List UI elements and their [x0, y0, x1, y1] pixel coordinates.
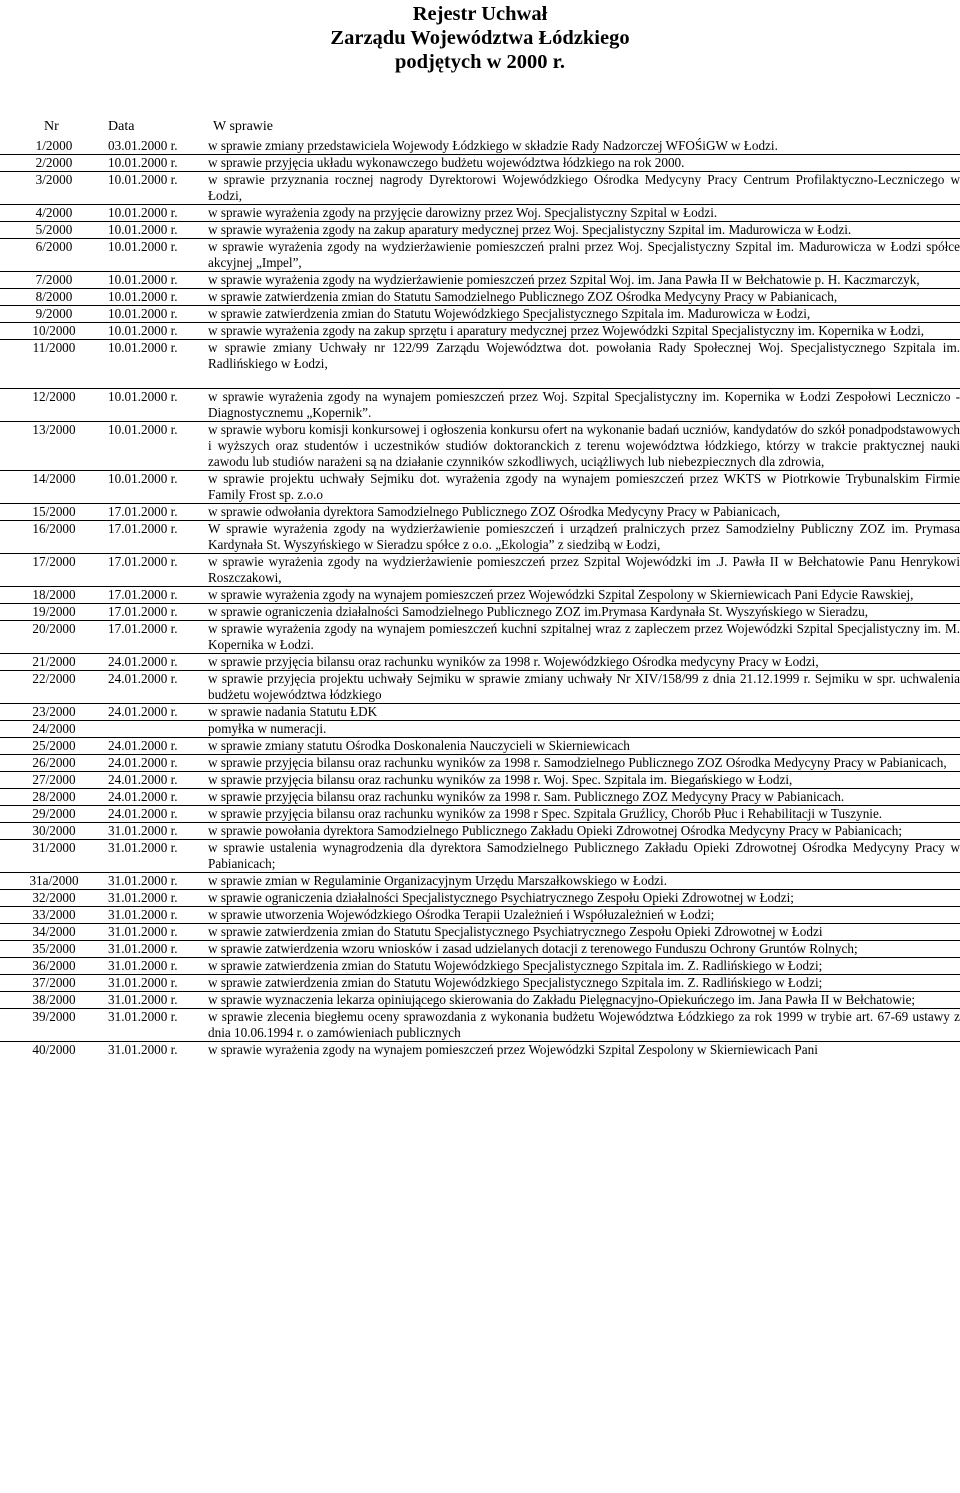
- resolution-number: 30/2000: [32, 823, 76, 838]
- resolution-number: 18/2000: [32, 587, 76, 602]
- resolution-date: 31.01.2000 r.: [108, 840, 178, 855]
- resolution-subject: w sprawie wyrażenia zgody na wynajem pomieszczeń kuchni szpitalnej wraz z zapleczem przez Wojewódzki Szpital Specjalistyczny im. M. Kopernika w Łodzi.: [208, 621, 960, 652]
- resolution-subject: w sprawie przyjęcia bilansu oraz rachunku wyników za 1998 r. Samodzielnego Publicznego ZOZ Ośrodka Medycyny Pracy w Pabianicach,: [208, 755, 947, 770]
- resolution-number: 10/2000: [32, 323, 76, 338]
- resolution-date: 03.01.2000 r.: [108, 138, 178, 153]
- column-header-subject: W sprawie: [213, 119, 273, 134]
- resolution-number: 31a/2000: [29, 873, 79, 888]
- resolution-subject: w sprawie zatwierdzenia zmian do Statutu Wojewódzkiego Specjalistycznego Szpitala im. Z. Radlińskiego w Łodzi;: [208, 975, 823, 990]
- resolution-date: 10.01.2000 r.: [108, 340, 178, 355]
- resolution-subject: w sprawie wyznaczenia lekarza opiniującego skierowania do Zakładu Pielęgnacyjno-Opiekuńczego im. Jana Pawła II w Bełchatowie;: [208, 992, 916, 1007]
- table-row: [0, 504, 960, 521]
- resolution-number: 29/2000: [32, 806, 76, 821]
- resolution-date: 24.01.2000 r.: [108, 806, 178, 821]
- column-header-nr: Nr: [44, 119, 59, 134]
- resolution-subject: w sprawie utworzenia Wojewódzkiego Ośrodka Terapii Uzależnień i Współuzależnień w Łodzi;: [208, 907, 715, 922]
- resolution-date: 10.01.2000 r.: [108, 323, 178, 338]
- document-title: [0, 2, 960, 74]
- resolution-subject: w sprawie ustalenia wynagrodzenia dla dyrektora Samodzielnego Publicznego Zakładu Opieki Zdrowotnej Ośrodka Medycyny Pracy w Pabianicach;: [208, 840, 960, 871]
- resolution-date: 31.01.2000 r.: [108, 924, 178, 939]
- resolution-number: 24/2000: [32, 721, 76, 736]
- resolution-date: 31.01.2000 r.: [108, 890, 178, 905]
- resolution-number: 37/2000: [32, 975, 76, 990]
- table-row: [0, 272, 960, 289]
- table-row: [0, 840, 960, 873]
- resolution-number: 38/2000: [32, 992, 76, 1007]
- resolution-subject: w sprawie przyjęcia bilansu oraz rachunku wyników za 1998 r. Wojewódzkiego Ośrodka medycyny Pracy w Łodzi,: [208, 654, 819, 669]
- resolution-date: 24.01.2000 r.: [108, 654, 178, 669]
- resolution-date: 31.01.2000 r.: [108, 941, 178, 956]
- table-row: [0, 958, 960, 975]
- resolution-subject: w sprawie wyrażenia zgody na wydzierżawienie pomieszczeń przez Szpital Wojewódzki im .J. Pawła II w Bełchatowie Panu Henrykowi Roszczakowi,: [208, 554, 960, 585]
- resolution-subject: pomyłka w numeracji.: [208, 721, 327, 736]
- resolution-number: 1/2000: [35, 138, 73, 153]
- resolution-number: 17/2000: [32, 554, 76, 569]
- resolution-subject: w sprawie przyjęcia bilansu oraz rachunku wyników za 1998 r Spec. Szpitala Gruźlicy, Chorób Płuc i Rehabilitacji w Tuszynie.: [208, 806, 883, 821]
- resolution-date: 24.01.2000 r.: [108, 704, 178, 719]
- table-row: [0, 975, 960, 992]
- resolution-date: 10.01.2000 r.: [108, 155, 178, 170]
- resolution-date: 31.01.2000 r.: [108, 873, 178, 888]
- resolution-number: 4/2000: [35, 205, 73, 220]
- resolution-number: 23/2000: [32, 704, 76, 719]
- resolution-date: 17.01.2000 r.: [108, 587, 178, 602]
- table-row: [0, 521, 960, 554]
- resolution-number: 2/2000: [35, 155, 73, 170]
- resolution-date: 17.01.2000 r.: [108, 554, 178, 569]
- resolution-date: 10.01.2000 r.: [108, 222, 178, 237]
- resolution-number: 28/2000: [32, 789, 76, 804]
- resolution-date: 10.01.2000 r.: [108, 289, 178, 304]
- resolution-number: 36/2000: [32, 958, 76, 973]
- resolution-number: 27/2000: [32, 772, 76, 787]
- resolution-subject: w sprawie wyrażenia zgody na zakup sprzętu i aparatury medycznej przez Wojewódzki Szpital Specjalistyczny im. Kopernika w Łodzi,: [208, 323, 925, 338]
- table-row: [0, 138, 960, 155]
- resolution-number: 11/2000: [32, 340, 76, 355]
- table-row: [0, 239, 960, 272]
- table-row: [0, 172, 960, 205]
- table-row: [0, 155, 960, 172]
- table-row: [0, 306, 960, 323]
- resolution-date: 10.01.2000 r.: [108, 172, 178, 187]
- table-row: [0, 604, 960, 621]
- table-row: [0, 471, 960, 504]
- table-row: [0, 422, 960, 471]
- table-row: [0, 554, 960, 587]
- resolution-number: 21/2000: [32, 654, 76, 669]
- resolution-subject: w sprawie powołania dyrektora Samodzielnego Publicznego Zakładu Opieki Zdrowotnej Ośrodka Medycyny Pracy w Pabianicach;: [208, 823, 902, 838]
- resolution-date: 31.01.2000 r.: [108, 1009, 178, 1024]
- resolution-subject: w sprawie zatwierdzenia wzoru wniosków i zasad udzielanych dotacji z terenowego Funduszu Ochrony Gruntów Rolnych;: [208, 941, 858, 956]
- resolution-date: 10.01.2000 r.: [108, 272, 178, 287]
- resolution-date: 17.01.2000 r.: [108, 604, 178, 619]
- resolution-number: 19/2000: [32, 604, 76, 619]
- resolution-number: 3/2000: [35, 172, 73, 187]
- table-row: [0, 205, 960, 222]
- resolution-number: 15/2000: [32, 504, 76, 519]
- resolution-number: 7/2000: [35, 272, 73, 287]
- table-row: [0, 823, 960, 840]
- resolution-date: 24.01.2000 r.: [108, 755, 178, 770]
- resolution-number: 16/2000: [32, 521, 76, 536]
- title-line-2: Zarządu Województwa Łódzkiego: [330, 27, 630, 49]
- resolution-subject: w sprawie zmiany Uchwały nr 122/99 Zarządu Województwa dot. powołania Rady Społecznej Woj. Specjalistycznego Szpitala im. Radlińskiego w Łodzi,: [208, 340, 960, 371]
- resolution-number: 6/2000: [35, 239, 73, 254]
- resolution-subject: w sprawie zatwierdzenia zmian do Statutu Wojewódzkiego Specjalistycznego Szpitala im. Madurowicza w Łodzi,: [208, 306, 811, 321]
- resolution-subject: w sprawie zatwierdzenia zmian do Statutu Wojewódzkiego Specjalistycznego Szpitala im. Z. Radlińskiego w Łodzi;: [208, 958, 823, 973]
- resolution-number: 35/2000: [32, 941, 76, 956]
- resolution-subject: w sprawie zmian w Regulaminie Organizacyjnym Urzędu Marszałkowskiego w Łodzi.: [208, 873, 667, 888]
- resolution-subject: w sprawie przyjęcia projektu uchwały Sejmiku w sprawie zmiany uchwały Nr XIV/158/99 z dnia 21.12.1999 r. Sejmiku w spr. uchwalenia budżetu województwa łódzkiego: [208, 671, 960, 702]
- table-row: [0, 654, 960, 671]
- resolution-date: 10.01.2000 r.: [108, 306, 178, 321]
- resolution-subject: w sprawie wyrażenia zgody na wydzierżawienie pomieszczeń przez Szpital Woj. im. Jana Pawła II w Bełchatowie p. H. Kaczmarczyk,: [208, 272, 920, 287]
- table-row: [0, 941, 960, 958]
- resolution-date: 10.01.2000 r.: [108, 422, 178, 437]
- resolution-subject: w sprawie ograniczenia działalności Samodzielnego Publicznego ZOZ im.Prymasa Kardynała St. Wyszyńskiego w Sieradzu,: [208, 604, 868, 619]
- table-row: [0, 1009, 960, 1042]
- resolution-subject: w sprawie zatwierdzenia zmian do Statutu Samodzielnego Publicznego ZOZ Ośrodka Medycyny Pracy w Pabianicach,: [208, 289, 838, 304]
- resolution-subject: w sprawie zmiany przedstawiciela Wojewody Łódzkiego w składzie Rady Nadzorczej WFOŚiGW w Łodzi.: [208, 138, 778, 153]
- table-row: [0, 924, 960, 941]
- resolution-number: 5/2000: [35, 222, 73, 237]
- resolution-subject: w sprawie przyjęcia układu wykonawczego budżetu województwa łódzkiego na rok 2000.: [208, 155, 685, 170]
- table-row: [0, 704, 960, 721]
- resolution-subject: w sprawie przyjęcia bilansu oraz rachunku wyników za 1998 r. Woj. Spec. Szpitala im. Biegańskiego w Łodzi,: [208, 772, 793, 787]
- resolution-number: 40/2000: [32, 1042, 76, 1057]
- table-row: [0, 671, 960, 704]
- resolution-number: 9/2000: [35, 306, 73, 321]
- resolution-subject: w sprawie zatwierdzenia zmian do Statutu Specjalistycznego Psychiatrycznego Zespołu Opieki Zdrowotnej w Łodzi: [208, 924, 823, 939]
- title-line-1: Rejestr Uchwał: [412, 3, 548, 25]
- resolution-subject: w sprawie wyrażenia zgody na wynajem pomieszczeń przez Wojewódzki Szpital Zespolony w Skierniewicach Pani: [208, 1042, 818, 1057]
- table-row: [0, 323, 960, 340]
- resolution-subject: w sprawie nadania Statutu ŁDK: [208, 704, 378, 719]
- table-row: [0, 907, 960, 924]
- resolution-number: 33/2000: [32, 907, 76, 922]
- resolution-date: 10.01.2000 r.: [108, 239, 178, 254]
- resolution-date: 17.01.2000 r.: [108, 504, 178, 519]
- table-row: [0, 890, 960, 907]
- resolution-number: 26/2000: [32, 755, 76, 770]
- table-row: [0, 772, 960, 789]
- resolution-number: 13/2000: [32, 422, 76, 437]
- resolution-number: 25/2000: [32, 738, 76, 753]
- table-row: [0, 289, 960, 306]
- table-row: [0, 721, 960, 738]
- resolution-subject: w sprawie przyjęcia bilansu oraz rachunku wyników za 1998 r. Sam. Publicznego ZOZ Medycyny Pracy w Pabianicach.: [208, 789, 845, 804]
- resolution-number: 14/2000: [32, 471, 76, 486]
- resolution-date: 24.01.2000 r.: [108, 789, 178, 804]
- resolution-number: 34/2000: [32, 924, 76, 939]
- resolution-number: 31/2000: [32, 840, 76, 855]
- resolution-number: 20/2000: [32, 621, 76, 636]
- resolution-subject: W sprawie wyrażenia zgody na wydzierżawienie pomieszczeń i urządzeń pralniczych przez Samodzielny Publiczny ZOZ im. Prymasa Kardynała St. Wyszyńskiego w Sieradzu spółce z o.o. „Ekologia” z siedzibą w Łodzi,: [208, 521, 960, 552]
- resolution-subject: w sprawie wyrażenia zgody na wynajem pomieszczeń przez Woj. Szpital Specjalistyczny im. Kopernika w Łodzi Zespołowi Leczniczo - Diagnostycznemu „Kopernik”.: [208, 389, 960, 420]
- resolution-date: 24.01.2000 r.: [108, 738, 178, 753]
- resolution-subject: w sprawie odwołania dyrektora Samodzielnego Publicznego ZOZ Ośrodka Medycyny Pracy w Pabianicach,: [208, 504, 781, 519]
- resolutions-table-body: [0, 138, 960, 1058]
- table-row: [0, 621, 960, 654]
- table-row: [0, 1042, 960, 1059]
- table-row: [0, 873, 960, 890]
- resolution-date: 10.01.2000 r.: [108, 471, 178, 486]
- resolution-date: 24.01.2000 r.: [108, 671, 178, 686]
- resolution-date: 31.01.2000 r.: [108, 958, 178, 973]
- resolution-subject: w sprawie ograniczenia działalności Specjalistycznego Psychiatrycznego Zespołu Opieki Zdrowotnej w Łodzi;: [208, 890, 794, 905]
- resolution-subject: w sprawie wyrażenia zgody na zakup aparatury medycznej przez Woj. Specjalistyczny Szpital im. Madurowicza w Łodzi.: [208, 222, 852, 237]
- resolution-date: [108, 721, 208, 738]
- resolution-date: 17.01.2000 r.: [108, 521, 178, 536]
- table-row: [0, 222, 960, 239]
- resolution-subject: w sprawie wyrażenia zgody na wynajem pomieszczeń przez Wojewódzki Szpital Zespolony w Skierniewicach Pani Edycie Rawskiej,: [208, 587, 914, 602]
- table-row: [0, 992, 960, 1009]
- resolutions-table: [0, 138, 960, 1058]
- resolution-subject: w sprawie projektu uchwały Sejmiku dot. wyrażenia zgody na wynajem pomieszczeń przez WKTS w Piotrkowie Trybunalskim Firmie Family Frost sp. z.o.o: [208, 471, 960, 502]
- resolution-number: 32/2000: [32, 890, 76, 905]
- resolution-number: 12/2000: [32, 389, 76, 404]
- resolution-date: 24.01.2000 r.: [108, 772, 178, 787]
- title-line-3: podjętych w 2000 r.: [394, 51, 566, 73]
- table-row: [0, 389, 960, 422]
- resolution-date: 17.01.2000 r.: [108, 621, 178, 636]
- resolution-date: 10.01.2000 r.: [108, 205, 178, 220]
- column-header-date: Data: [108, 119, 135, 134]
- resolution-subject: w sprawie wyrażenia zgody na przyjęcie darowizny przez Woj. Specjalistyczny Szpital w Łodzi.: [208, 205, 718, 220]
- resolution-date: 31.01.2000 r.: [108, 1042, 178, 1057]
- resolution-subject: w sprawie wyrażenia zgody na wydzierżawienie pomieszczeń pralni przez Woj. Specjalistyczny Szpital im. Madurowicza w Łodzi spółce akcyjnej „Impel”,: [208, 239, 960, 270]
- resolution-subject: w sprawie zmiany statutu Ośrodka Doskonalenia Nauczycieli w Skierniewicach: [208, 738, 630, 753]
- resolution-date: 31.01.2000 r.: [108, 823, 178, 838]
- table-row: [0, 755, 960, 772]
- resolution-date: 31.01.2000 r.: [108, 992, 178, 1007]
- resolution-date: 31.01.2000 r.: [108, 975, 178, 990]
- table-row: [0, 738, 960, 755]
- resolution-number: 22/2000: [32, 671, 76, 686]
- table-row: [0, 587, 960, 604]
- table-row: [0, 789, 960, 806]
- table-row: [0, 806, 960, 823]
- table-row: [0, 340, 960, 389]
- resolution-number: 39/2000: [32, 1009, 76, 1024]
- resolution-subject: w sprawie zlecenia biegłemu oceny sprawozdania z wykonania budżetu Województwa Łódzkiego za rok 1999 w trybie art. 67-69 ustawy z dnia 10.06.1994 r. o zamówieniach publicznych: [208, 1009, 960, 1040]
- resolution-number: 8/2000: [35, 289, 73, 304]
- resolution-subject: w sprawie przyznania rocznej nagrody Dyrektorowi Wojewódzkiego Ośrodka Medycyny Pracy Centrum Profilaktyczno-Leczniczego w Łodzi,: [208, 172, 960, 203]
- resolution-date: 31.01.2000 r.: [108, 907, 178, 922]
- resolution-date: 10.01.2000 r.: [108, 389, 178, 404]
- resolution-subject: w sprawie wyboru komisji konkursowej i ogłoszenia konkursu ofert na wykonanie badań uczniów, kandydatów do szkół ponadpodstawowych i wyższych oraz studentów i uczestników studiów doktoranckich z terenu województwa łódzkiego, którzy w trakcie praktycznej nauki zawodu lub studiów narażeni są na działanie czynników szkodliwych, uciążliwych lub niebezpiecznych dla zdrowia,: [208, 422, 960, 469]
